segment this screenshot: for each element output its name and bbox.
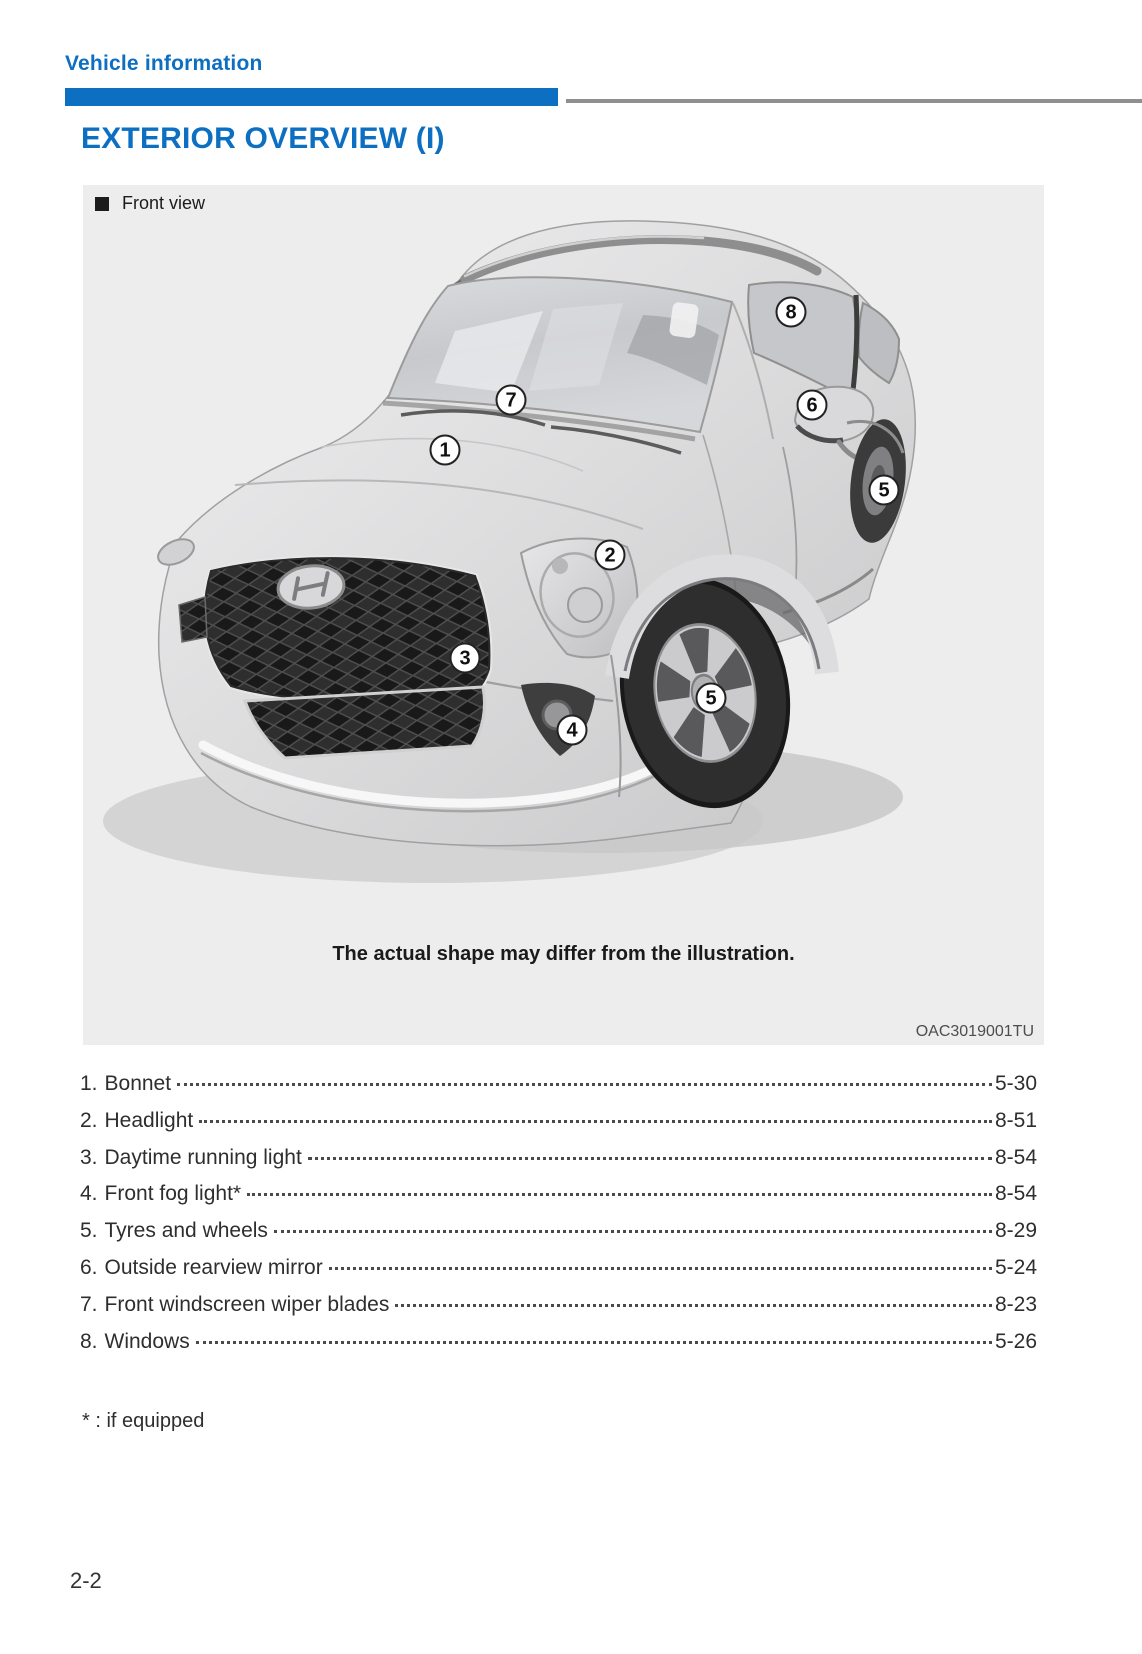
header-accent-bar xyxy=(65,88,558,106)
legend-item-label: Front windscreen wiper blades xyxy=(104,1292,390,1316)
dotted-leader xyxy=(199,1120,992,1123)
callout-5 xyxy=(869,475,900,506)
callout-8 xyxy=(776,297,807,328)
legend-row-8 xyxy=(80,1330,1037,1367)
legend-item-label: Front fog light* xyxy=(104,1182,242,1206)
callout-7 xyxy=(496,385,527,416)
page-number: 2-2 xyxy=(70,1568,102,1593)
legend-item-number: 8. xyxy=(80,1329,98,1353)
callout-3 xyxy=(450,643,481,674)
legend-item-page-ref: 8-23 xyxy=(994,1292,1037,1316)
figure-caption: The actual shape may differ from the illustration. xyxy=(332,943,795,965)
legend-row-4 xyxy=(80,1182,1037,1219)
callout-number: 5 xyxy=(705,687,717,709)
figure-image-code: OAC3019001TU xyxy=(915,1023,1034,1040)
legend-item-number: 5. xyxy=(80,1219,98,1243)
dotted-leader xyxy=(329,1267,992,1270)
legend-item-label: Windows xyxy=(104,1329,190,1353)
legend-row-5 xyxy=(80,1219,1037,1256)
car-front-view-illustration xyxy=(83,185,1044,1045)
callout-1 xyxy=(430,435,461,466)
legend-item-page-ref: 5-30 xyxy=(994,1072,1037,1095)
legend-item-page-ref: 8-29 xyxy=(994,1219,1037,1243)
dotted-leader xyxy=(274,1230,992,1233)
dotted-leader xyxy=(308,1157,992,1160)
legend-item-page-ref: 8-54 xyxy=(994,1145,1037,1169)
legend-item-label: Headlight xyxy=(104,1108,194,1132)
legend-item-number: 6. xyxy=(80,1255,98,1279)
callout-number: 1 xyxy=(439,439,451,461)
callout-number: 3 xyxy=(459,647,471,669)
equipped-footnote: * : if equipped xyxy=(82,1410,205,1432)
section-label: Vehicle information xyxy=(65,52,263,75)
legend-item-page-ref: 5-26 xyxy=(994,1329,1037,1353)
legend-item-page-ref: 5-24 xyxy=(994,1255,1037,1279)
legend-item-number: 2. xyxy=(80,1108,98,1132)
legend-item-label: Daytime running light xyxy=(104,1145,302,1169)
legend-item-page-ref: 8-51 xyxy=(994,1108,1037,1132)
legend-list xyxy=(80,1072,1037,1366)
callout-number: 7 xyxy=(505,389,517,411)
car-grille xyxy=(205,558,490,701)
legend-item-number: 7. xyxy=(80,1292,98,1316)
square-bullet-icon xyxy=(95,197,109,211)
figure-view-label-text: Front view xyxy=(122,193,206,213)
dotted-leader xyxy=(395,1304,992,1307)
header-rule-line xyxy=(566,99,1142,103)
callout-number: 5 xyxy=(878,479,890,501)
dotted-leader xyxy=(247,1193,992,1196)
callout-number: 2 xyxy=(604,544,616,566)
legend-row-1 xyxy=(80,1072,1037,1109)
callout-4 xyxy=(557,715,588,746)
legend-row-7 xyxy=(80,1293,1037,1330)
legend-row-6 xyxy=(80,1256,1037,1293)
legend-item-number: 1. xyxy=(80,1072,98,1095)
callout-6 xyxy=(797,390,828,421)
legend-row-2 xyxy=(80,1109,1037,1146)
callout-2 xyxy=(595,540,626,571)
dotted-leader xyxy=(196,1341,992,1344)
legend-item-number: 3. xyxy=(80,1145,98,1169)
legend-item-number: 4. xyxy=(80,1182,98,1206)
legend-item-page-ref: 8-54 xyxy=(994,1182,1037,1206)
figure-view-label xyxy=(95,193,205,214)
dotted-leader xyxy=(177,1083,992,1086)
legend-item-label: Bonnet xyxy=(104,1072,172,1095)
callout-5 xyxy=(696,683,727,714)
legend-row-3 xyxy=(80,1146,1037,1183)
legend-item-label: Outside rearview mirror xyxy=(104,1255,323,1279)
callout-number: 8 xyxy=(785,301,797,323)
legend-item-label: Tyres and wheels xyxy=(104,1219,268,1243)
exterior-front-view-figure xyxy=(83,185,1044,1045)
callout-number: 6 xyxy=(806,394,818,416)
callout-number: 4 xyxy=(566,719,578,741)
page-title: EXTERIOR OVERVIEW (I) xyxy=(81,122,445,155)
